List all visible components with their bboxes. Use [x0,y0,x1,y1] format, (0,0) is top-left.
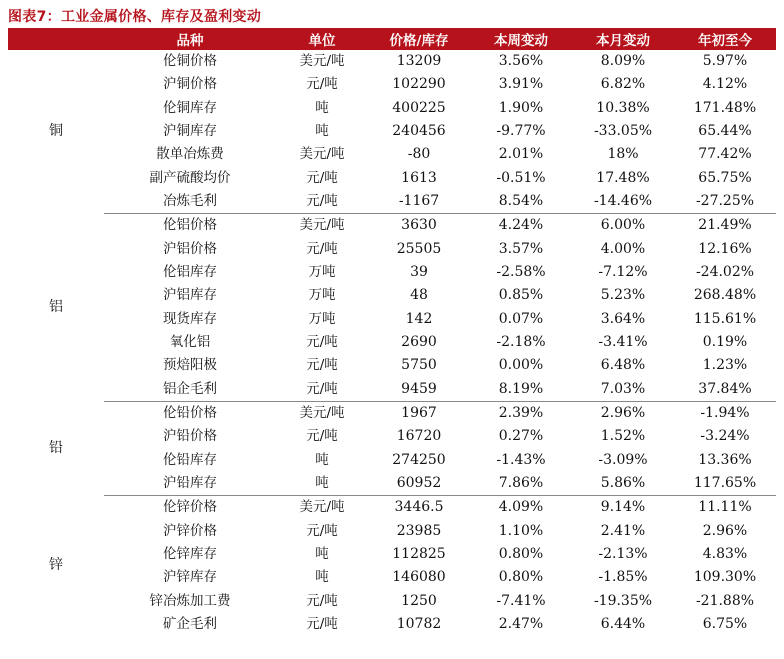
ytd-change-cell: 2.96% [702,522,748,539]
value-cell: 146080 [392,569,446,586]
table-title: 图表7：工业金属价格、库存及盈利变动 [8,9,262,25]
weekly-change-cell: 4.09% [498,499,544,516]
value-cell: 39 [410,264,428,281]
metal-price-table [8,28,776,636]
ytd-change-cell: 21.49% [698,217,752,234]
table-row [8,425,776,448]
value-cell: 25505 [396,240,442,257]
table-row [8,143,776,166]
variety-cell: 伦铝库存 [163,264,217,281]
table-row [8,331,776,354]
value-cell: -1167 [368,190,470,214]
monthly-change-cell: -3.41% [598,334,648,351]
monthly-change-cell: -1.85% [598,569,648,586]
weekly-change-cell: -9.77% [496,123,546,140]
table-row [8,401,776,425]
variety-cell: 伦铜库存 [163,99,217,116]
unit-cell: 元/吨 [306,522,338,539]
value-cell: 5750 [401,357,437,374]
header-weekly-change: 本周变动 [470,28,572,50]
ytd-change-cell: 4.12% [702,76,748,93]
table-row [8,120,776,143]
value-cell: 102290 [392,76,446,93]
monthly-change-cell: 2.41% [600,522,646,539]
monthly-change-cell: 1.52% [600,428,646,445]
unit-cell: 万吨 [308,264,336,281]
monthly-change-cell: -3.09% [598,451,648,468]
weekly-change-cell: 2.47% [498,616,544,633]
monthly-change-cell: 10.38% [596,99,650,116]
variety-cell: 沪铜价格 [163,76,217,93]
unit-cell: 吨 [315,99,329,116]
value-cell: 3630 [401,217,437,234]
variety-cell: 现货库存 [163,310,217,327]
unit-cell: 元/吨 [306,616,338,633]
variety-cell: 冶炼毛利 [104,190,276,214]
unit-cell: 元/吨 [306,334,338,351]
ytd-change-cell: -21.88% [695,592,755,609]
variety-cell: 沪铝库存 [163,287,217,304]
value-cell: 1250 [401,592,437,609]
table-row [8,261,776,284]
ytd-change-cell: 37.84% [674,378,776,402]
unit-cell: 吨 [315,451,329,468]
unit-cell: 美元/吨 [299,405,345,422]
table-row [8,472,776,496]
variety-cell: 沪铅价格 [163,428,217,445]
metal-group-label: 锌 [49,557,63,574]
monthly-change-cell: -33.05% [593,123,653,140]
ytd-change-cell: 12.16% [698,240,752,257]
variety-cell: 沪锌库存 [163,569,217,586]
variety-cell: 矿企毛利 [163,616,217,633]
monthly-change-cell: 7.03% [572,378,674,402]
weekly-change-cell: 2.01% [498,146,544,163]
unit-cell: 元/吨 [306,357,338,374]
weekly-change-cell: 8.19% [470,378,572,402]
value-cell: -80 [407,146,431,163]
table-row [8,354,776,377]
value-cell: 3446.5 [394,499,444,516]
monthly-change-cell: -2.13% [598,546,648,563]
weekly-change-cell: 1.10% [498,522,544,539]
monthly-change-cell: -14.46% [572,190,674,214]
ytd-change-cell: 65.75% [698,169,752,186]
monthly-change-cell: 6.48% [600,357,646,374]
table-row [8,590,776,613]
ytd-change-cell: 0.19% [702,334,748,351]
ytd-change-cell: 268.48% [693,287,757,304]
value-cell: 16720 [396,428,442,445]
monthly-change-cell: 18% [607,146,639,163]
header-ytd-change: 年初至今 [674,28,776,50]
value-cell: 10782 [396,616,442,633]
monthly-change-cell: 17.48% [596,169,650,186]
variety-cell: 伦锌价格 [163,499,217,516]
value-cell: 1613 [401,169,437,186]
monthly-change-cell: 5.86% [572,472,674,496]
table-row [8,496,776,520]
weekly-change-cell: -2.58% [496,264,546,281]
ytd-change-cell: 11.11% [698,499,752,516]
weekly-change-cell: 8.54% [470,190,572,214]
weekly-change-cell: 3.91% [498,76,544,93]
unit-cell: 万吨 [308,287,336,304]
unit-cell: 吨 [276,472,368,496]
table-row [8,238,776,261]
unit-cell: 美元/吨 [299,53,345,70]
variety-cell: 副产硫酸均价 [149,169,231,186]
table-row [8,308,776,331]
ytd-change-cell: 115.61% [693,310,757,327]
weekly-change-cell: 7.86% [470,472,572,496]
ytd-change-cell: 4.83% [702,546,748,563]
weekly-change-cell: -7.41% [496,592,546,609]
value-cell: 60952 [368,472,470,496]
variety-cell: 散单冶炼费 [156,146,224,163]
unit-cell: 吨 [315,546,329,563]
ytd-change-cell: 171.48% [693,99,757,116]
variety-cell: 沪铅库存 [104,472,276,496]
monthly-change-cell: 6.00% [600,217,646,234]
weekly-change-cell: 1.90% [498,99,544,116]
value-cell: 9459 [368,378,470,402]
table-row [8,73,776,96]
value-cell: 23985 [396,522,442,539]
ytd-change-cell: 13.36% [698,451,752,468]
variety-cell: 伦铝价格 [163,217,217,234]
header-monthly-change: 本月变动 [572,28,674,50]
weekly-change-cell: 3.57% [498,240,544,257]
table-row [8,566,776,589]
monthly-change-cell: 8.09% [600,53,646,70]
monthly-change-cell: 6.82% [600,76,646,93]
header-unit: 单位 [276,28,368,50]
value-cell: 2690 [401,334,437,351]
weekly-change-cell: 0.07% [498,310,544,327]
variety-cell: 伦铅库存 [163,451,217,468]
table-header [8,28,776,50]
ytd-change-cell: -27.25% [674,190,776,214]
table-row [8,167,776,190]
variety-cell: 伦锌库存 [163,546,217,563]
unit-cell: 美元/吨 [299,217,345,234]
ytd-change-cell: 65.44% [698,123,752,140]
monthly-change-cell: 9.14% [600,499,646,516]
table-row [8,543,776,566]
weekly-change-cell: 0.00% [498,357,544,374]
weekly-change-cell: 0.80% [498,569,544,586]
value-cell: 112825 [392,546,446,563]
header-variety: 品种 [104,28,276,50]
weekly-change-cell: -0.51% [496,169,546,186]
header-price-inventory: 价格/库存 [368,28,470,50]
unit-cell: 吨 [315,123,329,140]
variety-cell: 伦铜价格 [163,53,217,70]
value-cell: 274250 [392,451,446,468]
weekly-change-cell: 3.56% [498,53,544,70]
metal-group-label: 铜 [49,123,63,140]
table-row [8,613,776,636]
weekly-change-cell: 0.80% [498,546,544,563]
ytd-change-cell: 109.30% [693,569,757,586]
unit-cell: 元/吨 [276,190,368,214]
value-cell: 1967 [401,405,437,422]
weekly-change-cell: -2.18% [496,334,546,351]
unit-cell: 元/吨 [306,592,338,609]
variety-cell: 氧化铝 [169,334,211,351]
monthly-change-cell: -19.35% [593,592,653,609]
monthly-change-cell: 5.23% [600,287,646,304]
weekly-change-cell: 2.39% [498,405,544,422]
metal-group-label: 铝 [49,299,63,316]
weekly-change-cell: -1.43% [496,451,546,468]
table-row [8,97,776,120]
unit-cell: 万吨 [308,310,336,327]
weekly-change-cell: 0.27% [498,428,544,445]
ytd-change-cell: 6.75% [702,616,748,633]
variety-cell: 伦铅价格 [163,405,217,422]
unit-cell: 美元/吨 [299,499,345,516]
variety-cell: 沪铜库存 [163,123,217,140]
unit-cell: 元/吨 [306,169,338,186]
ytd-change-cell: 5.97% [702,53,748,70]
ytd-change-cell: -3.24% [700,428,750,445]
ytd-change-cell: 77.42% [698,146,752,163]
variety-cell: 沪锌价格 [163,522,217,539]
value-cell: 142 [405,310,433,327]
value-cell: 48 [410,287,428,304]
header-metal [8,28,104,50]
unit-cell: 元/吨 [306,240,338,257]
unit-cell: 元/吨 [276,378,368,402]
weekly-change-cell: 0.85% [498,287,544,304]
variety-cell: 锌冶炼加工费 [149,592,231,609]
table-row [8,190,776,214]
ytd-change-cell: -24.02% [695,264,755,281]
unit-cell: 美元/吨 [299,146,345,163]
value-cell: 13209 [396,53,442,70]
table-row [8,214,776,238]
table-row [8,449,776,472]
ytd-change-cell: 117.65% [674,472,776,496]
value-cell: 400225 [392,99,446,116]
table-row [8,520,776,543]
unit-cell: 元/吨 [306,428,338,445]
monthly-change-cell: 6.44% [600,616,646,633]
value-cell: 240456 [392,123,446,140]
variety-cell: 预焙阳极 [163,357,217,374]
monthly-change-cell: 4.00% [600,240,646,257]
unit-cell: 吨 [315,569,329,586]
variety-cell: 沪铝价格 [163,240,217,257]
table-row [8,378,776,402]
unit-cell: 元/吨 [306,76,338,93]
weekly-change-cell: 4.24% [498,217,544,234]
ytd-change-cell: 1.23% [702,357,748,374]
table-row [8,284,776,307]
monthly-change-cell: 2.96% [600,405,646,422]
monthly-change-cell: 3.64% [600,310,646,327]
metal-group-label: 铅 [49,440,63,457]
ytd-change-cell: -1.94% [700,405,750,422]
table-body [8,50,776,636]
table-row [8,50,776,73]
monthly-change-cell: -7.12% [598,264,648,281]
variety-cell: 铝企毛利 [104,378,276,402]
